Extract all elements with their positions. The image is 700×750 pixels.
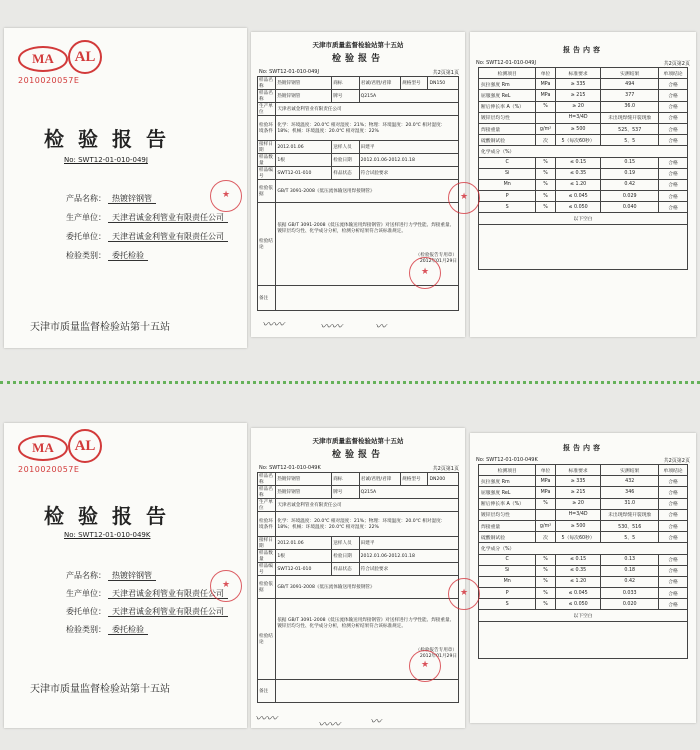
signature-3: 〰 [370, 715, 381, 728]
cover-page [4, 28, 247, 348]
station-header: 天津市质量监督检验站第十五站 [312, 41, 404, 49]
al-logo: AL [68, 40, 102, 74]
table-row: Mn % ≤ 1.20 0.42 合格 [479, 576, 688, 587]
report-set-2 [0, 388, 700, 750]
cover-report-no: No: SWT12-01-010-049K [64, 531, 151, 539]
signature-1: 〰〰 [255, 712, 277, 725]
inspection-seal: ★ [409, 257, 441, 289]
info-table: 样品名称 热镀锌钢管 商标 君诚/君胜/君锋 规格型号 DN200 样品名称 热镀锌钢管 牌号 Q215A 生产单位 天津君诚金利管业有限责任公司 检验环境条件 化学：环境温度：20.0℃ 相对湿度：21%；物理：环境温度：20.0℃ 相对湿度：18%；机械：环境温度：20.0℃ 相对湿度：22% 接样日期 2012.01.06 送样人员 田建平 样品数量 1根 检验日期 2012.01.06-2012.01.18 样品编号 SWT12-01-010 样品状态 符合试验要求 检验依据 GB/T 3091-2008《低压流体输送用焊接钢管》 检验结论 依据 GB/T 3091-2008《低压流体输送用焊接钢管》对送样进行力学性能、焊接重量、镀锌层均匀性、化学成分分析，检测分析结果符合该标准规定。 （检验报告专用章） 2012年01月29日 备注 [257, 472, 459, 703]
field-type: 检验类别： 委托检验 [66, 624, 148, 635]
field-product: 产品名称： 热镀锌钢管 [66, 570, 156, 581]
field-client: 委托单位： 天津君诚金利管业有限责任公司 [66, 606, 228, 617]
results-report-no: No: SWT12-01-010-049J [476, 60, 536, 66]
footer-row: 以下空白 [479, 213, 688, 224]
info-title: 检验报告 [331, 450, 384, 460]
results-seal: ★ [448, 182, 480, 214]
table-row: 抗拉强度 Rm MPa ≥ 335 494 合格 [479, 79, 688, 90]
cover-seal: ★ [210, 570, 242, 602]
results-title: 报告内容 [563, 444, 603, 452]
table-row: 抗拉强度 Rm MPa ≥ 335 432 合格 [479, 476, 688, 487]
table-row: P % ≤ 0.045 0.029 合格 [479, 191, 688, 202]
signature-1: 〰〰 [262, 318, 284, 331]
signature-3: 〰 [375, 320, 386, 333]
ma-logo: MA [18, 435, 68, 461]
field-maker: 生产单位： 天津君诚金利管业有限责任公司 [66, 212, 228, 223]
results-page [470, 32, 696, 337]
info-page-no: 共2页第1页 [432, 466, 459, 472]
info-table: 样品名称 热镀锌钢管 商标 君诚/君胜/君锋 规格型号 DN150 样品名称 热镀锌钢管 牌号 Q215A 生产单位 天津君诚金利管业有限责任公司 检验环境条件 化学：环境温度：20.0℃ 相对湿度：21%；物理：环境温度：20.0℃ 相对湿度：18%；机械：环境温度：20.0℃ 相对湿度：22% 接样日期 2012.01.06 送样人员 田建平 样品数量 1根 检验日期 2012.01.06-2012.01.18 样品编号 SWT12-01-010 样品状态 符合试验要求 检验依据 GB/T 3091-2008《低压流体输送用焊接钢管》 检验结论 依据 GB/T 3091-2008《低压流体输送用焊接钢管》对送样进行力学性能、焊接重量、镀锌层均匀性、化学成分分析，检测分析结果符合该标准规定。 （检验报告专用章） 2012年01月29日 备注 [257, 76, 459, 311]
chem-label-row: 化学成分（%） [479, 146, 688, 157]
table-row: Mn % ≤ 1.20 0.42 合格 [479, 179, 688, 190]
logo-number: 2010020057E [18, 465, 80, 474]
results-header-row: 检测项目 单位 标准要求 实测结果 单项结论 [479, 465, 688, 476]
table-row: S % ≤ 0.050 0.040 合格 [479, 202, 688, 213]
cover-seal: ★ [210, 180, 242, 212]
info-report-no: No: SWT12-01-010-049K [259, 465, 321, 471]
results-report-no: No: SWT12-01-010-049K [476, 457, 538, 463]
table-row: 硫酸铜试验 次 5（每次60秒） 5、5 合格 [479, 135, 688, 146]
results-page [470, 433, 696, 723]
results-table [478, 67, 688, 270]
footer-row: 以下空白 [479, 610, 688, 621]
cover-station: 天津市质量监督检验站第十五站 [30, 322, 170, 333]
info-page-no: 共2页第1页 [432, 70, 459, 76]
info-page [251, 428, 465, 728]
cover-report-no: No: SWT12-01-010-049J [64, 156, 148, 164]
field-client: 委托单位： 天津君诚金利管业有限责任公司 [66, 231, 228, 242]
table-row: 屈服强度 ReL MPa ≥ 215 377 合格 [479, 90, 688, 101]
field-product: 产品名称： 热镀锌钢管 [66, 193, 156, 204]
table-row: 镀锌层均匀性 H=3/4D 未出现焊缝开裂现象 合格 [479, 509, 688, 520]
separator-line [0, 381, 700, 384]
field-maker: 生产单位： 天津君诚金利管业有限责任公司 [66, 588, 228, 599]
table-row: 焊接重量 g/m² ≥ 500 530、516 合格 [479, 520, 688, 531]
chem-label-row: 化学成分（%） [479, 543, 688, 554]
results-page-no: 共2页第2页 [663, 61, 690, 67]
info-page [251, 32, 465, 337]
table-row: Si % ≤ 0.35 0.18 合格 [479, 565, 688, 576]
report-set-1 [0, 0, 700, 370]
inspection-seal: ★ [409, 650, 441, 682]
table-row: S % ≤ 0.050 0.020 合格 [479, 599, 688, 610]
ma-logo: MA [18, 46, 68, 72]
table-row: P % ≤ 0.045 0.033 合格 [479, 588, 688, 599]
table-row: 断后伸长率 A（%） % ≥ 20 31.0 合格 [479, 498, 688, 509]
results-title: 报告内容 [563, 46, 603, 54]
table-row: C % ≤ 0.15 0.13 合格 [479, 554, 688, 565]
field-type: 检验类别： 委托检验 [66, 250, 148, 261]
table-row: 断后伸长率 A（%） % ≥ 20 36.0 合格 [479, 101, 688, 112]
cover-title: 检验报告 [44, 504, 180, 528]
table-row: 镀锌层均匀性 H=3/4D 未出现焊缝开裂现象 合格 [479, 112, 688, 123]
results-header-row: 检测项目 单位 标准要求 实测结果 单项结论 [479, 68, 688, 79]
table-row: 焊接重量 g/m² ≥ 500 525、537 合格 [479, 123, 688, 134]
cover-station: 天津市质量监督检验站第十五站 [30, 684, 170, 695]
al-logo: AL [68, 429, 102, 463]
table-row: 硫酸铜试验 次 5（每次60秒） 5、5 合格 [479, 532, 688, 543]
signature-2: 〰〰 [318, 718, 340, 731]
table-row: C % ≤ 0.15 0.15 合格 [479, 157, 688, 168]
table-row: Si % ≤ 0.35 0.19 合格 [479, 168, 688, 179]
info-title: 检验报告 [331, 54, 384, 64]
cover-title: 检验报告 [44, 127, 180, 151]
results-table [478, 464, 688, 659]
station-header: 天津市质量监督检验站第十五站 [312, 437, 404, 445]
signature-2: 〰〰 [320, 320, 342, 333]
table-row: 屈服强度 ReL MPa ≥ 215 346 合格 [479, 487, 688, 498]
results-page-no: 共2页第2页 [663, 458, 690, 464]
cover-page [4, 423, 247, 728]
info-report-no: No: SWT12-01-010-049J [259, 69, 319, 75]
results-seal: ★ [448, 578, 480, 610]
logo-number: 2010020057E [18, 76, 80, 85]
